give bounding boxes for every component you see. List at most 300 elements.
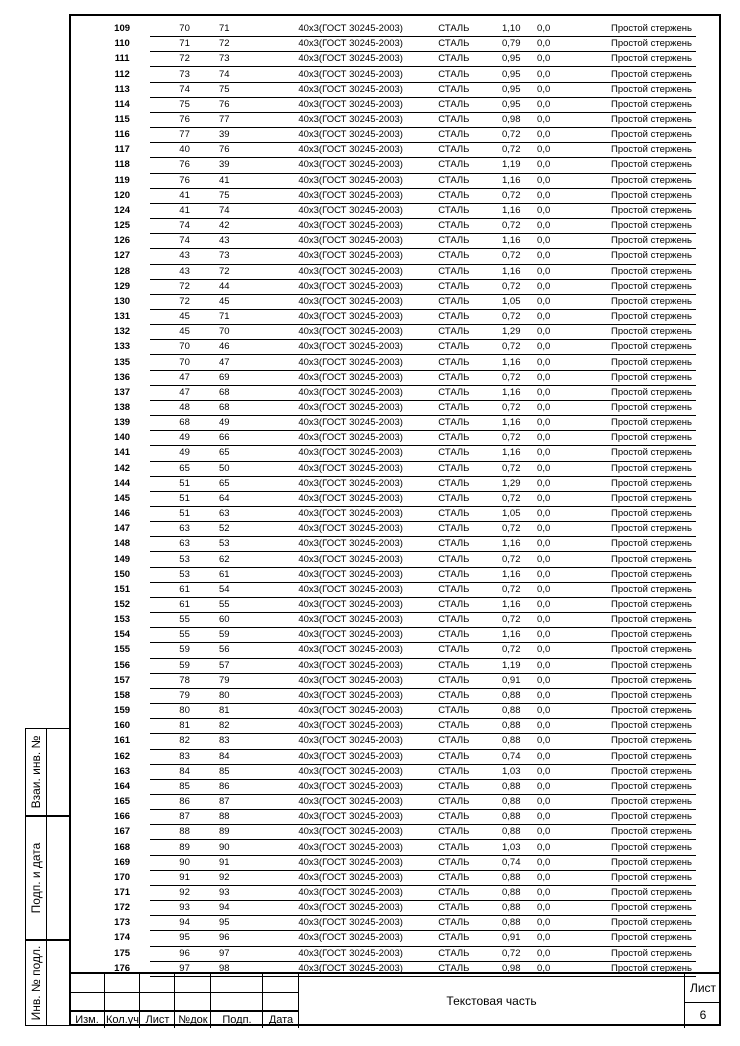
cell-element-type: Простой стержень [565,112,696,127]
cell-section: 40x3(ГОСТ 30245-2003) [279,855,422,870]
cell-angle: 0,0 [522,779,564,794]
cell-element-type: Простой стержень [565,779,696,794]
cell-angle: 0,0 [522,400,564,415]
table-row [86,810,696,825]
stamp-col-ndok [175,974,211,1028]
cell-node-start: 61 [150,597,219,612]
cell-node-start: 86 [150,794,219,809]
cell-element-type: Простой стержень [565,764,696,779]
cell-node-end: 39 [219,158,279,173]
table-row [86,901,696,916]
cell-length: 1,05 [486,507,523,522]
cell-node-end: 85 [219,764,279,779]
cell-element-number: 120 [114,189,131,201]
cell-angle: 0,0 [522,522,564,537]
cell-element-number: 144 [114,477,131,489]
cell-element-type: Простой стержень [565,234,696,249]
cell-element-type: Простой стержень [565,931,696,946]
cell-section: 40x3(ГОСТ 30245-2003) [279,158,422,173]
cell-length: 0,95 [486,97,523,112]
cell-node-end: 68 [219,400,279,415]
cell-length: 1,16 [486,203,523,218]
cell-material: СТАЛЬ [422,82,486,97]
table-row [86,794,696,809]
cell-section: 40x3(ГОСТ 30245-2003) [279,688,422,703]
cell-node-end: 54 [219,582,279,597]
cell-angle: 0,0 [522,855,564,870]
cell-angle: 0,0 [522,340,564,355]
cell-node-start: 48 [150,400,219,415]
cell-element-type: Простой стержень [565,461,696,476]
table-row [86,613,696,628]
table-row [86,567,696,582]
cell-section: 40x3(ГОСТ 30245-2003) [279,143,422,158]
cell-element-type: Простой стержень [565,325,696,340]
cell-section: 40x3(ГОСТ 30245-2003) [279,885,422,900]
cell-angle: 0,0 [522,491,564,506]
cell-node-end: 91 [219,855,279,870]
cell-material: СТАЛЬ [422,628,486,643]
cell-element-type: Простой стержень [565,264,696,279]
cell-element-type: Простой стержень [565,567,696,582]
cell-material: СТАЛЬ [422,885,486,900]
cell-element-type: Простой стержень [565,961,696,976]
table-row [86,264,696,279]
cell-node-end: 75 [219,188,279,203]
cell-node-end: 44 [219,279,279,294]
cell-element-number: 146 [114,508,131,520]
cell-angle: 0,0 [522,385,564,400]
table-row [86,946,696,961]
cell-material: СТАЛЬ [422,870,486,885]
cell-section: 40x3(ГОСТ 30245-2003) [279,794,422,809]
table-row [86,279,696,294]
cell-node-start: 76 [150,158,219,173]
cell-section: 40x3(ГОСТ 30245-2003) [279,52,422,67]
cell-element-type: Простой стержень [565,52,696,67]
cell-element-number: 110 [114,38,130,50]
cell-length: 0,88 [486,825,523,840]
cell-section: 40x3(ГОСТ 30245-2003) [279,946,422,961]
cell-angle: 0,0 [522,901,564,916]
cell-section: 40x3(ГОСТ 30245-2003) [279,203,422,218]
table-row [86,825,696,840]
sheet-number: 6 [699,1008,707,1022]
cell-element-type: Простой стержень [565,340,696,355]
cell-node-start: 72 [150,279,219,294]
cell-angle: 0,0 [522,885,564,900]
cell-angle: 0,0 [522,97,564,112]
cell-angle: 0,0 [522,870,564,885]
cell-angle: 0,0 [522,825,564,840]
cell-material: СТАЛЬ [422,385,486,400]
cell-element-type: Простой стержень [565,294,696,309]
cell-material: СТАЛЬ [422,355,486,370]
cell-element-type: Простой стержень [565,840,696,855]
cell-material: СТАЛЬ [422,431,486,446]
cell-length: 0,95 [486,52,523,67]
table-row [86,734,696,749]
cell-length: 0,72 [486,461,523,476]
cell-section: 40x3(ГОСТ 30245-2003) [279,522,422,537]
cell-material: СТАЛЬ [422,537,486,552]
cell-node-end: 64 [219,491,279,506]
cell-node-end: 71 [219,309,279,324]
cell-section: 40x3(ГОСТ 30245-2003) [279,613,422,628]
cell-material: СТАЛЬ [422,416,486,431]
cell-element-number: 172 [114,902,131,914]
cell-section: 40x3(ГОСТ 30245-2003) [279,234,422,249]
cell-element-number: 175 [114,947,131,959]
cell-element-number: 112 [114,68,130,80]
cell-element-type: Простой стержень [565,704,696,719]
cell-node-start: 45 [150,309,219,324]
table-row [86,582,696,597]
table-row [86,658,696,673]
cell-node-start: 94 [150,916,219,931]
cell-material: СТАЛЬ [422,294,486,309]
cell-element-number: 139 [114,417,131,429]
cell-angle: 0,0 [522,582,564,597]
cell-node-start: 74 [150,234,219,249]
cell-element-number: 157 [114,674,131,686]
cell-material: СТАЛЬ [422,658,486,673]
table-row [86,325,696,340]
cell-material: СТАЛЬ [422,582,486,597]
cell-section: 40x3(ГОСТ 30245-2003) [279,567,422,582]
stamp-col-data [263,974,299,1028]
cell-node-end: 50 [219,461,279,476]
cell-node-end: 73 [219,52,279,67]
table-row [86,628,696,643]
cell-element-number: 117 [114,144,130,156]
cell-material: СТАЛЬ [422,279,486,294]
cell-material: СТАЛЬ [422,794,486,809]
cell-element-number: 174 [114,932,131,944]
cell-angle: 0,0 [522,461,564,476]
cell-angle: 0,0 [522,219,564,234]
cell-node-end: 98 [219,961,279,976]
cell-element-number: 113 [114,83,130,95]
cell-node-start: 83 [150,749,219,764]
cell-length: 0,72 [486,552,523,567]
cell-node-end: 89 [219,825,279,840]
cell-element-type: Простой стержень [565,416,696,431]
cell-section: 40x3(ГОСТ 30245-2003) [279,476,422,491]
cell-element-type: Простой стержень [565,794,696,809]
cell-section: 40x3(ГОСТ 30245-2003) [279,112,422,127]
table-row [86,400,696,415]
cell-section: 40x3(ГОСТ 30245-2003) [279,82,422,97]
cell-element-number: 128 [114,265,131,277]
table-row [86,855,696,870]
cell-node-start: 43 [150,264,219,279]
cell-angle: 0,0 [522,658,564,673]
cell-length: 0,91 [486,673,523,688]
cell-angle: 0,0 [522,355,564,370]
cell-length: 1,03 [486,840,523,855]
cell-length: 1,16 [486,597,523,612]
cell-node-start: 49 [150,431,219,446]
cell-angle: 0,0 [522,794,564,809]
cell-element-number: 167 [114,826,131,838]
cell-element-number: 124 [114,204,131,216]
cell-section: 40x3(ГОСТ 30245-2003) [279,825,422,840]
table-row [86,294,696,309]
cell-element-type: Простой стержень [565,643,696,658]
cell-angle: 0,0 [522,734,564,749]
cell-section: 40x3(ГОСТ 30245-2003) [279,22,422,37]
cell-section: 40x3(ГОСТ 30245-2003) [279,582,422,597]
cell-element-type: Простой стержень [565,173,696,188]
cell-element-type: Простой стержень [565,476,696,491]
cell-node-end: 43 [219,234,279,249]
cell-length: 0,72 [486,219,523,234]
cell-angle: 0,0 [522,325,564,340]
cell-length: 0,88 [486,734,523,749]
cell-material: СТАЛЬ [422,749,486,764]
cell-section: 40x3(ГОСТ 30245-2003) [279,597,422,612]
cell-node-start: 53 [150,552,219,567]
cell-section: 40x3(ГОСТ 30245-2003) [279,870,422,885]
cell-element-number: 166 [114,811,131,823]
cell-node-start: 51 [150,491,219,506]
table-row [86,219,696,234]
cell-element-number: 111 [114,53,130,65]
cell-element-type: Простой стержень [565,279,696,294]
cell-node-end: 41 [219,173,279,188]
cell-node-start: 63 [150,522,219,537]
cell-node-start: 82 [150,734,219,749]
cell-material: СТАЛЬ [422,597,486,612]
cell-node-end: 63 [219,507,279,522]
table-row [86,143,696,158]
cell-node-start: 40 [150,143,219,158]
cell-material: СТАЛЬ [422,203,486,218]
cell-section: 40x3(ГОСТ 30245-2003) [279,628,422,643]
cell-material: СТАЛЬ [422,688,486,703]
cell-material: СТАЛЬ [422,643,486,658]
cell-section: 40x3(ГОСТ 30245-2003) [279,385,422,400]
cell-angle: 0,0 [522,52,564,67]
cell-node-end: 42 [219,219,279,234]
cell-element-type: Простой стержень [565,97,696,112]
cell-element-type: Простой стержень [565,916,696,931]
cell-element-type: Простой стержень [565,143,696,158]
cell-section: 40x3(ГОСТ 30245-2003) [279,370,422,385]
cell-angle: 0,0 [522,203,564,218]
stamp-kol: Кол.уч [106,1014,139,1026]
cell-node-end: 65 [219,476,279,491]
cell-length: 0,72 [486,279,523,294]
cell-element-type: Простой стержень [565,734,696,749]
cell-material: СТАЛЬ [422,552,486,567]
cell-angle: 0,0 [522,961,564,976]
cell-node-start: 90 [150,855,219,870]
cell-material: СТАЛЬ [422,219,486,234]
cell-node-start: 55 [150,613,219,628]
cell-node-end: 45 [219,294,279,309]
cell-node-end: 88 [219,810,279,825]
cell-section: 40x3(ГОСТ 30245-2003) [279,764,422,779]
cell-element-number: 155 [114,644,131,656]
cell-element-type: Простой стержень [565,309,696,324]
cell-material: СТАЛЬ [422,67,486,82]
cell-material: СТАЛЬ [422,916,486,931]
cell-length: 1,03 [486,764,523,779]
cell-section: 40x3(ГОСТ 30245-2003) [279,658,422,673]
cell-length: 0,79 [486,37,523,52]
table-row [86,173,696,188]
cell-length: 1,16 [486,355,523,370]
cell-node-end: 74 [219,203,279,218]
cell-section: 40x3(ГОСТ 30245-2003) [279,355,422,370]
cell-length: 1,16 [486,173,523,188]
cell-element-number: 156 [114,659,131,671]
cell-section: 40x3(ГОСТ 30245-2003) [279,128,422,143]
cell-element-type: Простой стержень [565,719,696,734]
cell-element-type: Простой стержень [565,749,696,764]
cell-section: 40x3(ГОСТ 30245-2003) [279,491,422,506]
stamp-col-podp [211,974,263,1028]
table-row [86,461,696,476]
cell-material: СТАЛЬ [422,340,486,355]
cell-node-start: 55 [150,628,219,643]
cell-length: 1,16 [486,537,523,552]
cell-node-start: 51 [150,507,219,522]
cell-length: 0,88 [486,794,523,809]
cell-length: 1,16 [486,234,523,249]
stamp-col-izm [69,974,105,1028]
cell-element-number: 115 [114,114,130,126]
cell-node-start: 73 [150,67,219,82]
cell-length: 0,88 [486,885,523,900]
cell-element-number: 114 [114,98,130,110]
cell-material: СТАЛЬ [422,855,486,870]
table-row [86,37,696,52]
cell-element-type: Простой стержень [565,431,696,446]
table-row [86,22,696,37]
cell-length: 0,74 [486,749,523,764]
cell-material: СТАЛЬ [422,704,486,719]
cell-section: 40x3(ГОСТ 30245-2003) [279,400,422,415]
cell-node-start: 76 [150,173,219,188]
stamp-data: Дата [268,1014,294,1026]
cell-material: СТАЛЬ [422,234,486,249]
cell-angle: 0,0 [522,446,564,461]
cell-element-number: 142 [114,462,131,474]
cell-material: СТАЛЬ [422,37,486,52]
cell-material: СТАЛЬ [422,507,486,522]
elements-table [86,22,696,977]
cell-section: 40x3(ГОСТ 30245-2003) [279,37,422,52]
cell-element-number: 131 [114,311,131,323]
cell-element-number: 132 [114,326,131,338]
cell-node-start: 51 [150,476,219,491]
cell-material: СТАЛЬ [422,188,486,203]
table-row [86,52,696,67]
cell-node-start: 68 [150,416,219,431]
cell-angle: 0,0 [522,688,564,703]
cell-section: 40x3(ГОСТ 30245-2003) [279,734,422,749]
cell-node-end: 61 [219,567,279,582]
cell-length: 0,72 [486,188,523,203]
cell-element-type: Простой стержень [565,158,696,173]
cell-element-number: 116 [114,129,130,141]
cell-node-start: 70 [150,22,219,37]
table-row [86,340,696,355]
cell-element-number: 163 [114,765,131,777]
table-row [86,597,696,612]
stamp-col-kol [105,974,140,1028]
cell-section: 40x3(ГОСТ 30245-2003) [279,446,422,461]
cell-node-start: 70 [150,340,219,355]
cell-element-type: Простой стержень [565,537,696,552]
cell-angle: 0,0 [522,370,564,385]
cell-element-number: 173 [114,917,131,929]
table-row [86,643,696,658]
cell-angle: 0,0 [522,946,564,961]
cell-angle: 0,0 [522,704,564,719]
cell-element-type: Простой стержень [565,522,696,537]
cell-node-end: 76 [219,143,279,158]
cell-node-end: 53 [219,537,279,552]
cell-element-number: 136 [114,371,131,383]
cell-length: 0,88 [486,901,523,916]
cell-element-number: 170 [114,871,131,883]
cell-angle: 0,0 [522,112,564,127]
cell-material: СТАЛЬ [422,158,486,173]
cell-element-number: 129 [114,280,131,292]
cell-section: 40x3(ГОСТ 30245-2003) [279,552,422,567]
cell-element-number: 158 [114,689,131,701]
cell-length: 1,16 [486,628,523,643]
cell-length: 1,16 [486,264,523,279]
table-row [86,719,696,734]
table-row [86,385,696,400]
cell-element-number: 152 [114,599,131,611]
cell-element-type: Простой стержень [565,203,696,218]
cell-section: 40x3(ГОСТ 30245-2003) [279,188,422,203]
cell-node-start: 81 [150,719,219,734]
cell-angle: 0,0 [522,234,564,249]
cell-node-end: 97 [219,946,279,961]
table-row [86,491,696,506]
cell-angle: 0,0 [522,673,564,688]
cell-node-start: 96 [150,946,219,961]
table-row [86,370,696,385]
cell-material: СТАЛЬ [422,719,486,734]
cell-element-number: 159 [114,705,131,717]
cell-element-type: Простой стержень [565,249,696,264]
cell-element-type: Простой стержень [565,673,696,688]
cell-length: 0,88 [486,704,523,719]
cell-material: СТАЛЬ [422,522,486,537]
cell-angle: 0,0 [522,597,564,612]
cell-length: 1,16 [486,446,523,461]
cell-node-end: 55 [219,597,279,612]
cell-element-type: Простой стержень [565,885,696,900]
cell-node-start: 74 [150,219,219,234]
table-row [86,416,696,431]
table-row [86,309,696,324]
cell-length: 1,19 [486,658,523,673]
cell-node-start: 59 [150,658,219,673]
cell-material: СТАЛЬ [422,825,486,840]
sheet-label: Лист [685,974,721,1003]
stamp-podp: Подп. [222,1014,252,1026]
cell-section: 40x3(ГОСТ 30245-2003) [279,779,422,794]
